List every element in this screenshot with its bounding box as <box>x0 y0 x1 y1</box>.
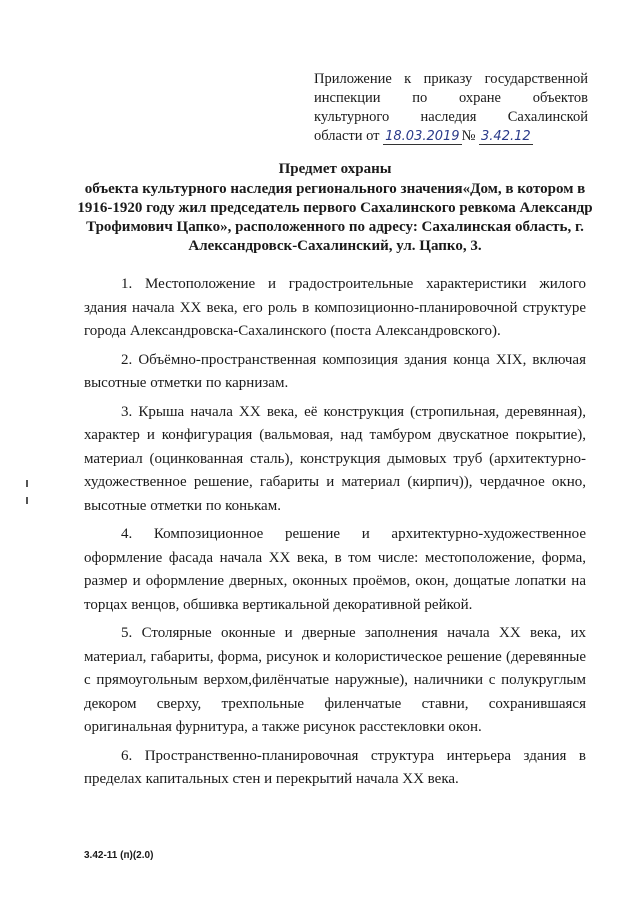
scan-margin-mark <box>26 497 28 504</box>
title-subtitle: объекта культурного наследия регионального значения«Дом, в котором в 1916-1920 году жил председатель первого Сахалинского ревкома Александр Трофимович Цапко», расположенного по адресу: Сахалинская область, г. Александровск-Сахалинский, ул. Цапко, 3. <box>77 181 593 254</box>
paragraph-6: 6. Пространственно-планировочная структура интерьера здания в пределах капитальных стен и перекрытий начала XX века. <box>84 747 586 787</box>
appendix-line-4 <box>314 127 588 146</box>
paragraph-5: 5. Столярные оконные и дверные заполнения начала XX века, их материал, габариты, форма, рисунок и колористическое решение (деревянные с прямоугольным верхом,филёнчатые наружные), наличники с полукруглым декором сверху, трехпольные филенчатые ставни, сохранившаяся оригинальная фурнитура, а также рисунок расстекловки окон. <box>84 625 586 735</box>
paragraph-2: 2. Объёмно-пространственная композиция здания конца XIX, включая высотные отметки по карнизам. <box>84 351 586 391</box>
handwritten-date: 18.03.2019 <box>385 129 460 144</box>
appendix-date-prefix: области от <box>314 128 380 144</box>
document-body <box>84 273 586 797</box>
scan-margin-mark <box>26 480 28 487</box>
paragraph-4: 4. Композиционное решение и архитектурно-художественное оформление фасада начала XX века, в том числе: местоположение, форма, размер и оформление дверных, оконных проёмов, окон, дощатые лопатки на торцах венцов, обшивка вертикальной декоративной рейкой. <box>84 526 586 613</box>
appendix-line-1: Приложение к приказу государственной <box>314 71 588 87</box>
document-title <box>70 160 600 256</box>
title-heading: Предмет охраны <box>278 161 392 177</box>
appendix-note <box>314 70 588 146</box>
appendix-line-3: культурного наследия Сахалинской <box>314 109 588 125</box>
handwritten-order-number: 3.42.12 <box>481 129 531 144</box>
number-sign: № <box>461 128 476 144</box>
footer-code: 3.42-11 (п)(2.0) <box>84 850 154 861</box>
appendix-line-2: инспекции по охране объектов <box>314 90 588 106</box>
paragraph-3: 3. Крыша начала XX века, её конструкция (стропильная, деревянная), характер и конфигурация (вальмовая, над тамбуром двускатное покрытие), материал (оцинкованная сталь), конструкция дымовых труб (архитектурно-художественное решение, габариты и материал (кирпич)), чердачное окно, высотные отметки по конькам. <box>84 403 586 514</box>
paragraph-1: 1. Местоположение и градостроительные характеристики жилого здания начала XX века, его роль в композиционно-планировочной структуре города Александровска-Сахалинского (поста Александровского). <box>84 276 586 339</box>
